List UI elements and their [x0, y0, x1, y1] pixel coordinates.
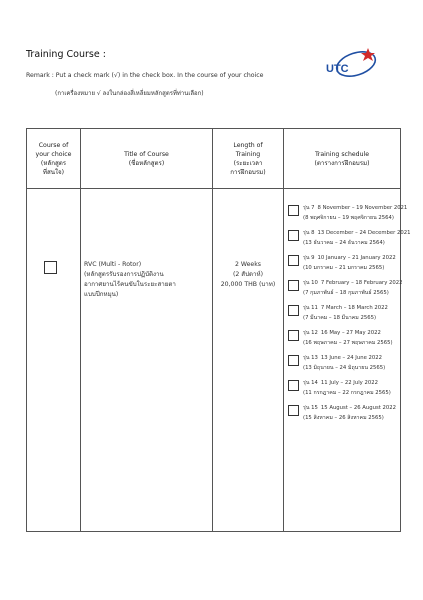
schedule-item [284, 228, 411, 253]
course-title-line: (หลักสูตรรับรองการปฏิบัติงาน [84, 271, 164, 278]
schedule-checkbox[interactable] [288, 230, 299, 241]
header-line: (ระยะเวลา [233, 159, 263, 167]
schedule-date-en [303, 303, 388, 313]
header-line: การฝึกอบรม) [230, 168, 266, 176]
schedule-cell [284, 189, 411, 532]
schedule-item [284, 303, 400, 328]
course-length [213, 260, 283, 290]
schedule-date-en [303, 253, 396, 263]
schedule-round: รุ่น 14 [303, 380, 318, 386]
schedule-round: รุ่น 11 [303, 305, 318, 311]
schedule-item [284, 403, 400, 428]
header-line: Training [235, 150, 261, 158]
schedule-date-en-text: 11 July – 22 July 2022 [320, 380, 378, 386]
schedule-text [303, 403, 396, 423]
schedule-text [303, 328, 393, 348]
header-line: (ตารางการฝึกอบรม) [314, 159, 370, 167]
schedule-text [303, 203, 407, 223]
schedule-date-th: (13 ธันวาคม – 24 ธันวาคม 2564) [303, 240, 385, 246]
schedule-text [303, 303, 388, 323]
schedule-checkbox[interactable] [288, 380, 299, 391]
schedule-item [284, 278, 403, 303]
table-row [27, 189, 401, 532]
schedule-checkbox[interactable] [288, 205, 299, 216]
course-title [84, 260, 210, 300]
schedule-date-en-text: 13 June – 24 June 2022 [320, 355, 382, 361]
course-title-line: แบบปีกหมุน) [84, 291, 119, 298]
schedule-date-en [303, 228, 411, 238]
course-choice-checkbox[interactable] [44, 261, 57, 274]
course-table [26, 128, 411, 532]
header-line: (หลักสูตร [40, 159, 67, 167]
schedule-date-en-text: 7 February – 18 February 2022 [320, 280, 403, 286]
length-line: 20,000 THB (บาท) [220, 281, 276, 288]
length-cell [213, 189, 284, 532]
schedule-date-en [303, 378, 391, 388]
schedule-date-th: (13 มิถุนายน – 24 มิถุนายน 2565) [303, 365, 386, 371]
schedule-date-en [303, 328, 393, 338]
schedule-date-en [303, 203, 407, 213]
header-line: your choice [35, 150, 72, 158]
header-course-of-choice [27, 129, 81, 189]
schedule-date-en-text: 13 December – 24 December 2021 [317, 230, 411, 236]
schedule-text [303, 228, 411, 248]
table-header-row [27, 129, 401, 189]
schedule-item [284, 378, 400, 403]
schedule-date-en-text: 8 November – 19 November 2021 [317, 205, 408, 211]
schedule-date-th: (15 สิงหาคม – 26 สิงหาคม 2565) [303, 415, 384, 421]
header-line: Course of [38, 141, 69, 149]
schedule-item [284, 203, 408, 228]
schedule-text [303, 253, 396, 273]
schedule-round: รุ่น 7 [303, 205, 315, 211]
schedule-date-th: (8 พฤศจิกายน – 19 พฤศจิกายน 2564) [303, 215, 394, 221]
schedule-round: รุ่น 12 [303, 330, 318, 336]
header-training-schedule [284, 129, 401, 189]
schedule-checkbox[interactable] [288, 255, 299, 266]
schedule-date-en [303, 353, 385, 363]
header-title-of-course [81, 129, 213, 189]
course-title-cell [81, 189, 213, 532]
choice-cell [27, 189, 81, 532]
schedule-date-en [303, 403, 396, 413]
schedule-date-en-text: 7 March – 18 March 2022 [320, 305, 388, 311]
schedule-item [284, 253, 400, 278]
logo-text: UTC [326, 63, 349, 75]
schedule-date-th: (7 มีนาคม – 18 มีนาคม 2565) [303, 315, 377, 321]
schedule-text [303, 353, 385, 373]
remark-text-thai: (กาเครื่องหมาย √ ลงในกล่องสี่เหลี่ยมหลักสูตรที่ท่านเลือก) [55, 90, 204, 97]
header-line: Length of [233, 141, 263, 149]
schedule-checkbox[interactable] [288, 355, 299, 366]
schedule-round: รุ่น 8 [303, 230, 315, 236]
schedule-checkbox[interactable] [288, 405, 299, 416]
course-title-line: อากาศยานไร้คนขับในระยะสายตา [84, 281, 176, 288]
schedule-round: รุ่น 9 [303, 255, 315, 261]
schedule-checkbox[interactable] [288, 280, 299, 291]
schedule-date-en-text: 15 August – 26 August 2022 [320, 405, 396, 411]
header-line: Title of Course [124, 150, 169, 158]
schedule-round: รุ่น 13 [303, 355, 318, 361]
course-title-line: RVC (Multi - Rotor) [84, 261, 142, 268]
schedule-date-th: (11 กรกฎาคม – 22 กรกฎาคม 2565) [303, 390, 391, 396]
schedule-item [284, 328, 400, 353]
length-line: 2 Weeks [234, 261, 262, 268]
length-line: (2 สัปดาห์) [232, 271, 263, 278]
schedule-text [303, 378, 391, 398]
header-length-of-training [213, 129, 284, 189]
remark-text: Remark : Put a check mark (√) in the check box. In the course of your choice [26, 72, 264, 79]
utc-logo [316, 44, 384, 80]
header-line: Training schedule [314, 150, 370, 158]
schedule-checkbox[interactable] [288, 305, 299, 316]
page-title: Training Course : [26, 49, 106, 60]
schedule-date-en-text: 10 January – 21 January 2022 [317, 255, 396, 261]
header-line: (ชื่อหลักสูตร) [128, 159, 165, 167]
schedule-round: รุ่น 10 [303, 280, 318, 286]
schedule-date-en [303, 278, 403, 288]
schedule-item [284, 353, 400, 378]
schedule-date-en-text: 16 May – 27 May 2022 [320, 330, 381, 336]
schedule-text [303, 278, 403, 298]
schedule-date-th: (10 มกราคม – 21 มกราคม 2565) [303, 265, 385, 271]
schedule-checkbox[interactable] [288, 330, 299, 341]
schedule-date-th: (7 กุมภาพันธ์ – 18 กุมภาพันธ์ 2565) [303, 290, 389, 296]
header-line: ที่สนใจ) [42, 168, 65, 176]
schedule-list [284, 203, 411, 428]
schedule-round: รุ่น 15 [303, 405, 318, 411]
schedule-date-th: (16 พฤษภาคม – 27 พฤษภาคม 2565) [303, 340, 393, 346]
